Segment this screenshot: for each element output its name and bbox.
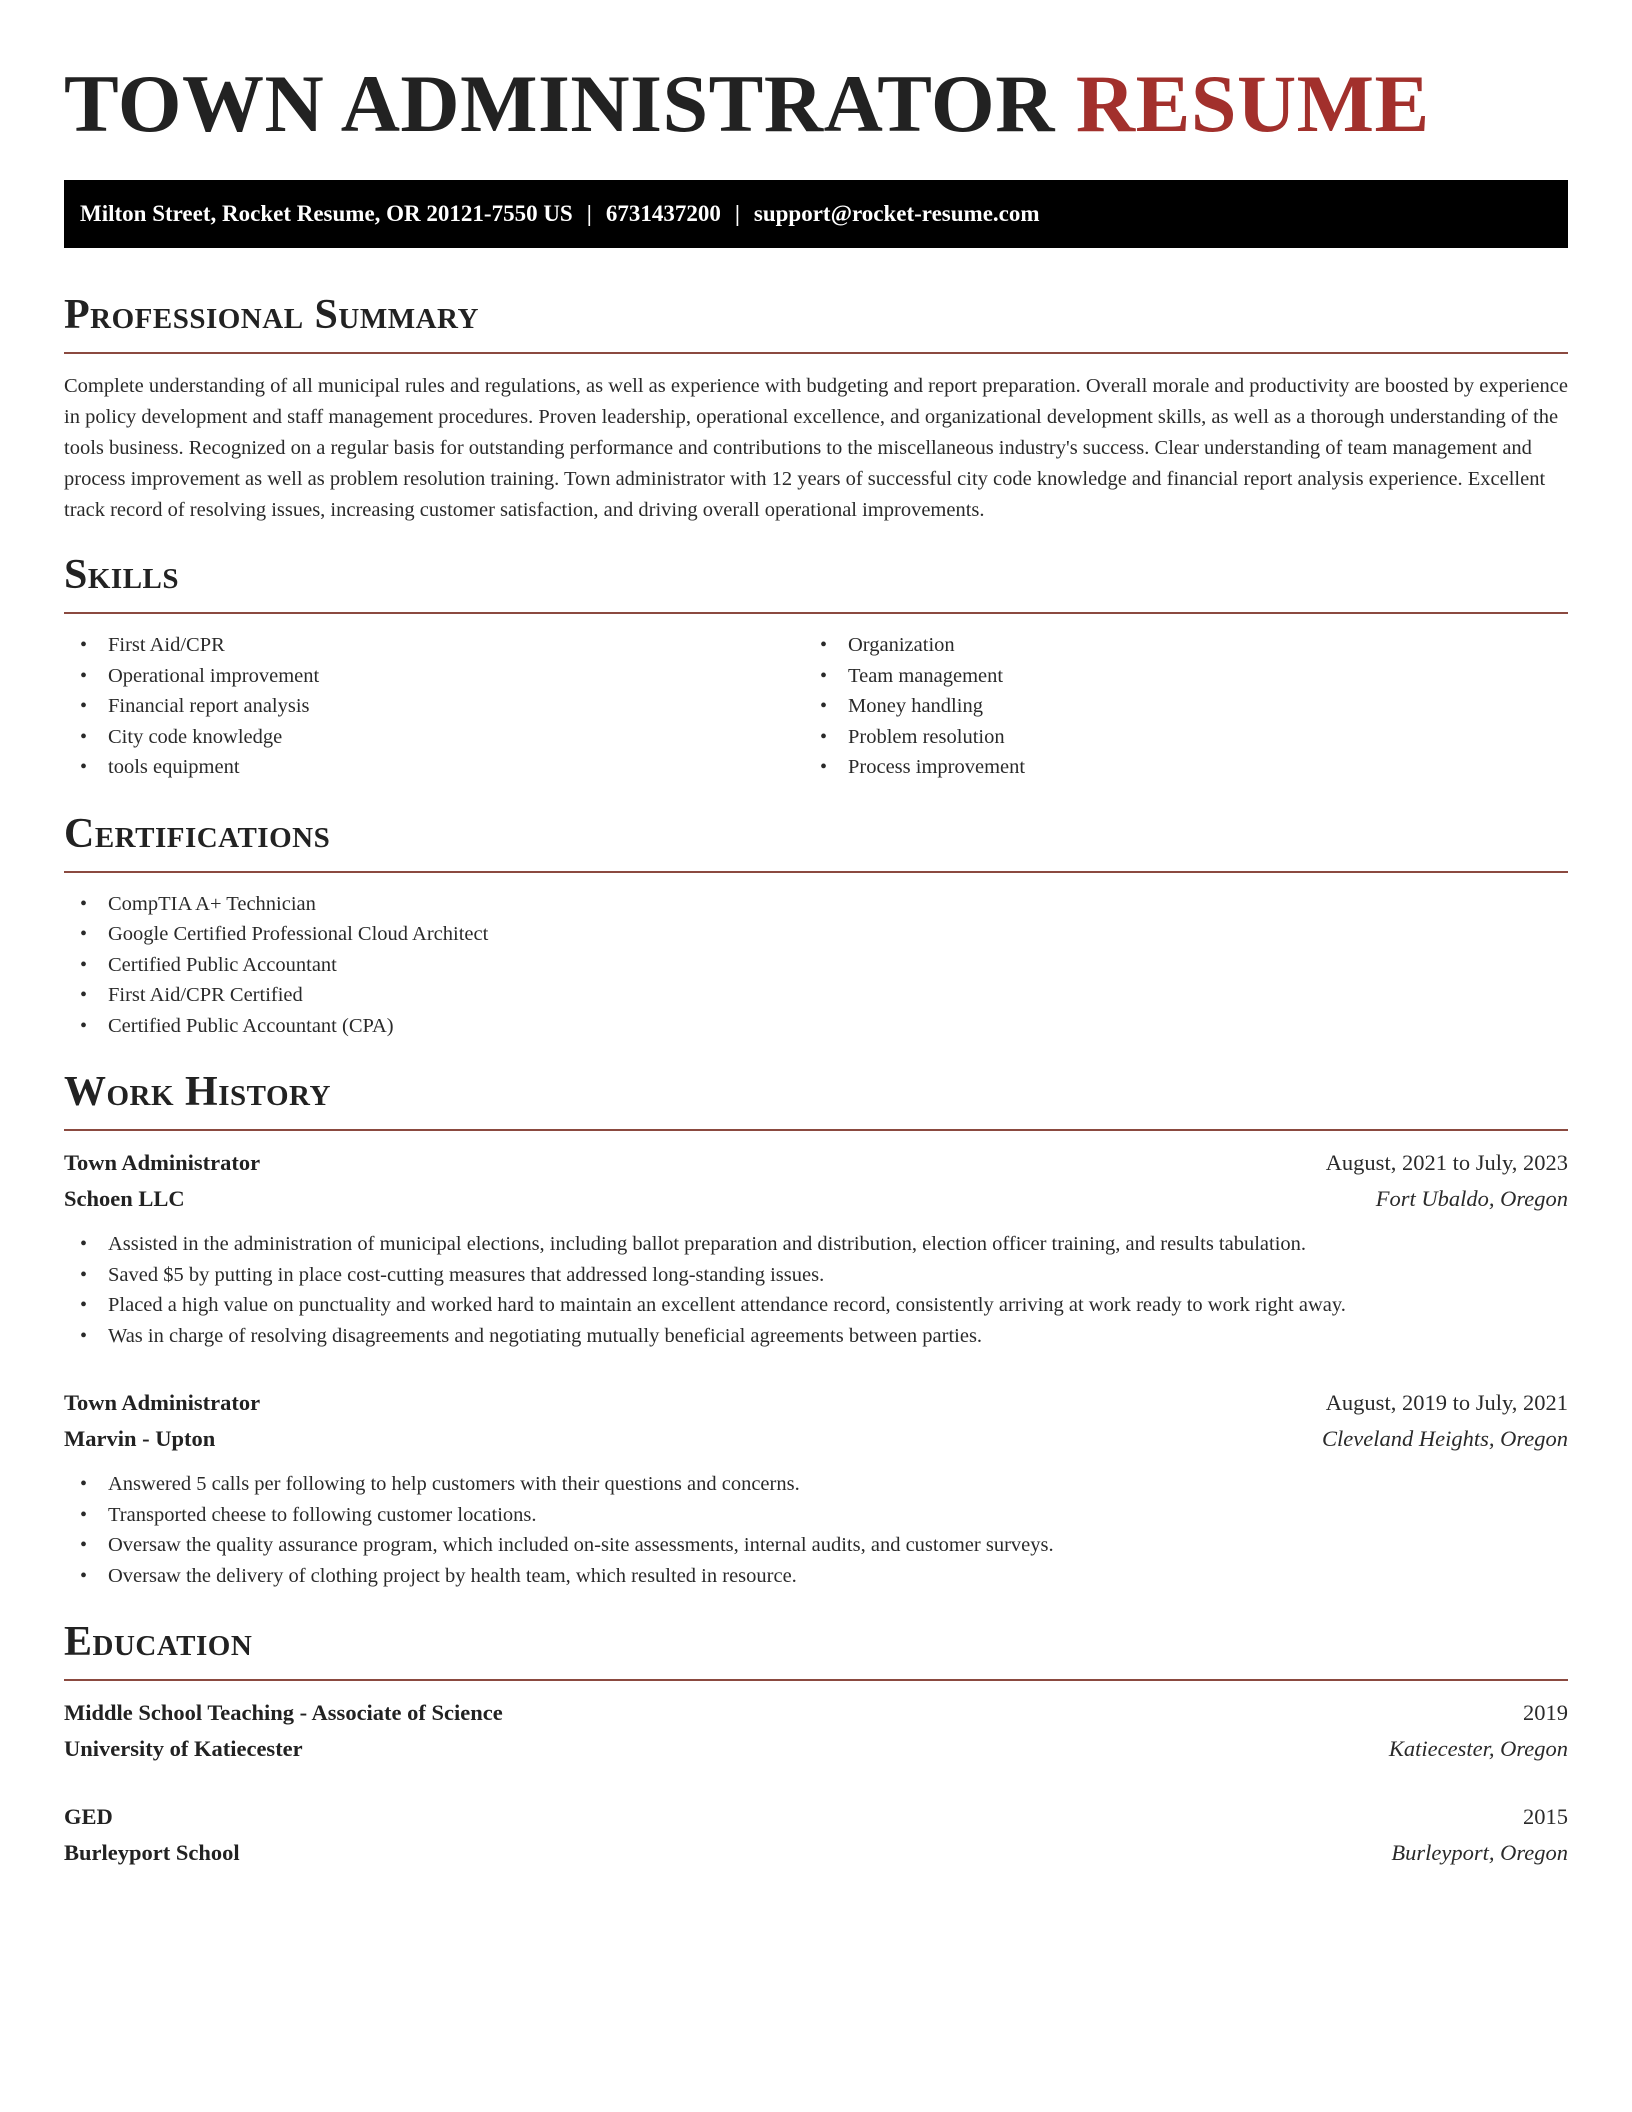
section-divider <box>64 1129 1568 1131</box>
education-school: Burleyport School <box>64 1840 240 1865</box>
education-location: Burleyport, Oregon <box>1391 1840 1568 1865</box>
section-divider <box>64 612 1568 614</box>
job-entry <box>64 1145 1568 1351</box>
summary-text: Complete understanding of all municipal rules and regulations, as well as experience with budgeting and report preparation. Overall morale and productivity are boosted by experience in policy development and staff management procedures. Proven leadership, operational excellence, and organizational development skills, as well as a thorough understanding of the tools business. Recognized on a regular basis for outstanding performance and contributions to the miscellaneous industry's success. Clear understanding of team management and process improvement as well as problem resolution training. Town administrator with 12 years of successful city code knowledge and financial report analysis experience. Excellent track record of resolving issues, increasing customer satisfaction, and driving overall operational improvements. <box>64 375 1568 521</box>
job-bullet: • Transported cheese to following customer locations. <box>64 1500 1568 1531</box>
education-degree-row <box>64 1799 1568 1835</box>
education-section <box>64 1617 1568 1871</box>
job-bullet: • Answered 5 calls per following to help customers with their questions and concerns. <box>64 1469 1568 1500</box>
contact-separator: | <box>586 201 592 226</box>
certifications-section <box>64 809 1568 1042</box>
resume-page <box>64 0 1568 1871</box>
skills-list-left <box>64 630 804 783</box>
job-dates: August, 2021 to July, 2023 <box>1325 1150 1568 1175</box>
education-entry <box>64 1695 1568 1767</box>
job-title-row <box>64 1145 1568 1181</box>
job-company: Schoen LLC <box>64 1186 185 1211</box>
job-company: Marvin - Upton <box>64 1426 216 1451</box>
skill-item: • Money handling <box>804 691 1544 722</box>
job-title: Town Administrator <box>64 1150 261 1175</box>
certifications-list <box>64 889 1568 1042</box>
skill-item: • Problem resolution <box>804 722 1544 753</box>
section-divider <box>64 352 1568 354</box>
job-bullet-list <box>64 1229 1568 1351</box>
skill-item: • City code knowledge <box>64 722 804 753</box>
skill-item: • tools equipment <box>64 752 804 783</box>
education-degree: Middle School Teaching - Associate of Science <box>64 1700 503 1725</box>
section-heading-skills: Skills <box>64 552 180 598</box>
section-heading-work: Work History <box>64 1069 331 1115</box>
summary-section <box>64 290 1568 526</box>
job-entry <box>64 1385 1568 1591</box>
skill-item: • First Aid/CPR <box>64 630 804 661</box>
skill-item: • Operational improvement <box>64 661 804 692</box>
certification-item: • Google Certified Professional Cloud Architect <box>64 919 1568 950</box>
job-bullet: • Was in charge of resolving disagreements and negotiating mutually beneficial agreements between parties. <box>64 1321 1568 1352</box>
section-heading-education: Education <box>64 1619 253 1665</box>
section-heading-summary: Professional Summary <box>64 292 479 338</box>
job-bullet-list <box>64 1469 1568 1591</box>
skills-section <box>64 550 1568 783</box>
contact-bar <box>64 180 1568 248</box>
resume-title <box>64 58 1568 150</box>
job-company-row <box>64 1421 1568 1457</box>
education-school-row <box>64 1835 1568 1871</box>
education-school-row <box>64 1731 1568 1767</box>
skill-item: • Team management <box>804 661 1544 692</box>
section-divider <box>64 871 1568 873</box>
certification-item: • Certified Public Accountant <box>64 950 1568 981</box>
job-location: Fort Ubaldo, Oregon <box>1375 1186 1568 1211</box>
section-heading-certifications: Certifications <box>64 810 331 857</box>
skill-item: • Financial report analysis <box>64 691 804 722</box>
job-bullet: • Oversaw the quality assurance program, which included on-site assessments, internal audits, and customer surveys. <box>64 1530 1568 1561</box>
education-location: Katiecester, Oregon <box>1388 1736 1568 1761</box>
contact-separator: | <box>734 201 740 226</box>
skill-item: • Process improvement <box>804 752 1544 783</box>
skills-list-right <box>804 630 1544 783</box>
education-year: 2019 <box>1523 1700 1568 1725</box>
job-bullet: • Oversaw the delivery of clothing project by health team, which resulted in resource. <box>64 1561 1568 1592</box>
job-bullet: • Saved $5 by putting in place cost-cutting measures that addressed long-standing issues. <box>64 1260 1568 1291</box>
job-title-row <box>64 1385 1568 1421</box>
section-divider <box>64 1679 1568 1681</box>
job-bullet: • Assisted in the administration of municipal elections, including ballot preparation and distribution, election officer training, and results tabulation. <box>64 1229 1568 1260</box>
contact-address: Milton Street, Rocket Resume, OR 20121-7550 US <box>80 201 573 226</box>
job-location: Cleveland Heights, Oregon <box>1322 1426 1568 1451</box>
education-year: 2015 <box>1523 1804 1568 1829</box>
job-dates: August, 2019 to July, 2021 <box>1325 1390 1568 1415</box>
education-degree-row <box>64 1695 1568 1731</box>
contact-email[interactable]: support@rocket-resume.com <box>753 201 1040 226</box>
title-accent: RESUME <box>1075 58 1430 149</box>
education-school: University of Katiecester <box>64 1736 303 1761</box>
education-degree: GED <box>64 1804 113 1829</box>
job-bullet: • Placed a high value on punctuality and worked hard to maintain an excellent attendance record, consistently arriving at work ready to work right away. <box>64 1290 1568 1321</box>
contact-phone[interactable]: 6731437200 <box>605 201 721 226</box>
job-company-row <box>64 1181 1568 1217</box>
job-title: Town Administrator <box>64 1390 261 1415</box>
certification-item: • First Aid/CPR Certified <box>64 980 1568 1011</box>
education-entry <box>64 1799 1568 1871</box>
certification-item: • CompTIA A+ Technician <box>64 889 1568 920</box>
certification-item: • Certified Public Accountant (CPA) <box>64 1011 1568 1042</box>
title-main: TOWN ADMINISTRATOR <box>64 58 1055 149</box>
work-history-section <box>64 1067 1568 1591</box>
skill-item: • Organization <box>804 630 1544 661</box>
